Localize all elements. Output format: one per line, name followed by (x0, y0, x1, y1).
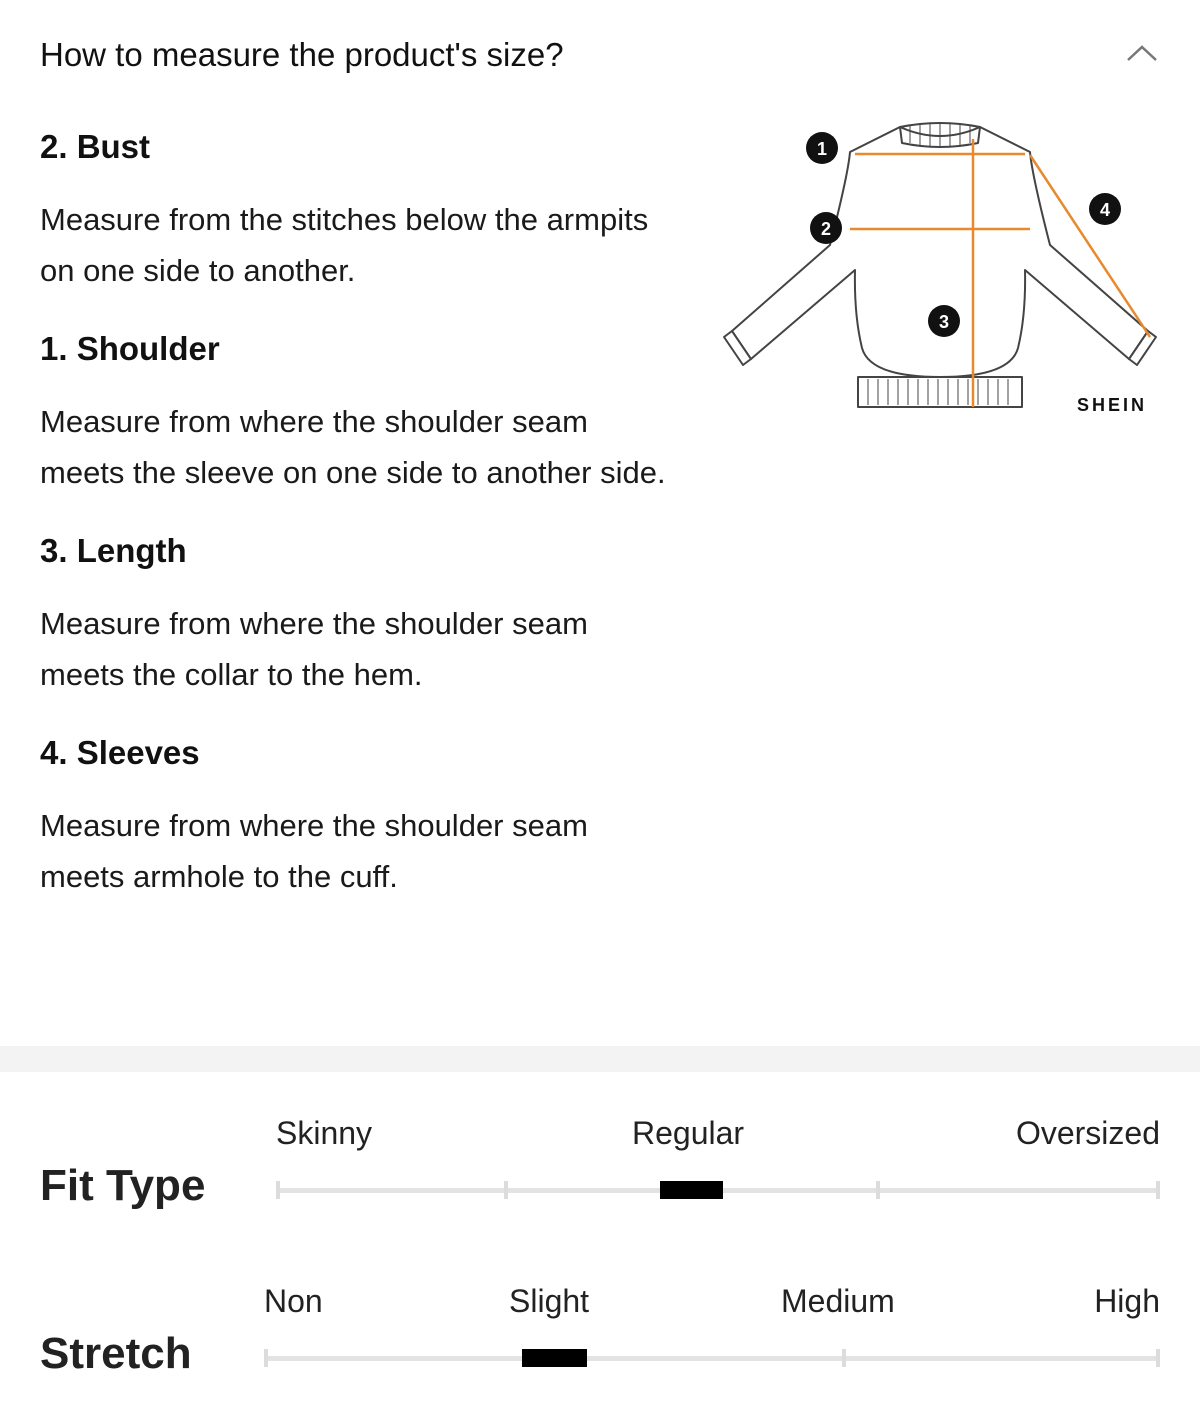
section-divider (0, 1046, 1200, 1072)
size-guide-header[interactable] (40, 30, 1160, 80)
fit-type-row (0, 1115, 1200, 1255)
step-sleeves (40, 726, 680, 902)
sweater-illustration (710, 115, 1170, 425)
fit-scale-skinny: Skinny (276, 1115, 373, 1151)
step-text: Measure from where the shoulder seam meets armhole to the cuff. (40, 808, 588, 894)
step-bust (40, 120, 680, 296)
step-text: Measure from where the shoulder seam meets the sleeve on one side to another side. (40, 404, 666, 490)
fit-scale-regular: Regular (632, 1115, 745, 1151)
marker-2 (810, 212, 842, 244)
marker-label: 3 (938, 312, 950, 332)
sweater-measurement-diagram (710, 115, 1170, 425)
step-title: 3. Length (40, 532, 187, 569)
fit-scale-oversized: Oversized (1015, 1115, 1160, 1151)
stretch-tick (1156, 1349, 1160, 1367)
left-cuff-outline (724, 331, 751, 365)
step-length (40, 524, 680, 700)
stretch-tick (842, 1349, 846, 1367)
stretch-scale-non: Non (264, 1283, 323, 1319)
fit-tick (276, 1181, 280, 1199)
brand-logo-text: SHEIN (1077, 395, 1148, 415)
stretch-scale-medium: Medium (781, 1283, 895, 1319)
step-title: 4. Sleeves (40, 734, 200, 771)
fit-type-marker (660, 1181, 723, 1199)
step-title: 2. Bust (40, 128, 151, 165)
marker-1 (806, 132, 838, 164)
fit-type-label: Fit Type (40, 1161, 206, 1210)
stretch-scale-slight: Slight (509, 1283, 590, 1319)
stretch-scale-high: High (1094, 1283, 1160, 1319)
measurement-steps (40, 120, 680, 928)
hem-band (858, 377, 1022, 407)
size-guide-title: How to measure the product's size? (40, 36, 564, 73)
marker-label: 2 (820, 219, 832, 239)
right-cuff-outline (1129, 331, 1156, 365)
fit-tick (876, 1181, 880, 1199)
marker-3 (928, 305, 960, 337)
stretch-label: Stretch (40, 1329, 192, 1378)
step-title: 1. Shoulder (40, 330, 220, 367)
fit-tick (504, 1181, 508, 1199)
stretch-marker (522, 1349, 587, 1367)
marker-4 (1089, 193, 1121, 225)
step-shoulder (40, 322, 680, 498)
stretch-row (0, 1283, 1200, 1423)
marker-label: 4 (1099, 200, 1111, 220)
chevron-up-icon[interactable] (1124, 38, 1160, 68)
marker-label: 1 (816, 139, 828, 159)
stretch-tick (264, 1349, 268, 1367)
fit-tick (1156, 1181, 1160, 1199)
hem-ribbing (868, 379, 1008, 405)
sleeve-line (1030, 155, 1150, 337)
step-text: Measure from where the shoulder seam meets the collar to the hem. (40, 606, 588, 692)
step-text: Measure from the stitches below the armpits on one side to another. (40, 202, 649, 288)
stretch-track (264, 1356, 1160, 1361)
sweater-outline (732, 127, 1148, 377)
